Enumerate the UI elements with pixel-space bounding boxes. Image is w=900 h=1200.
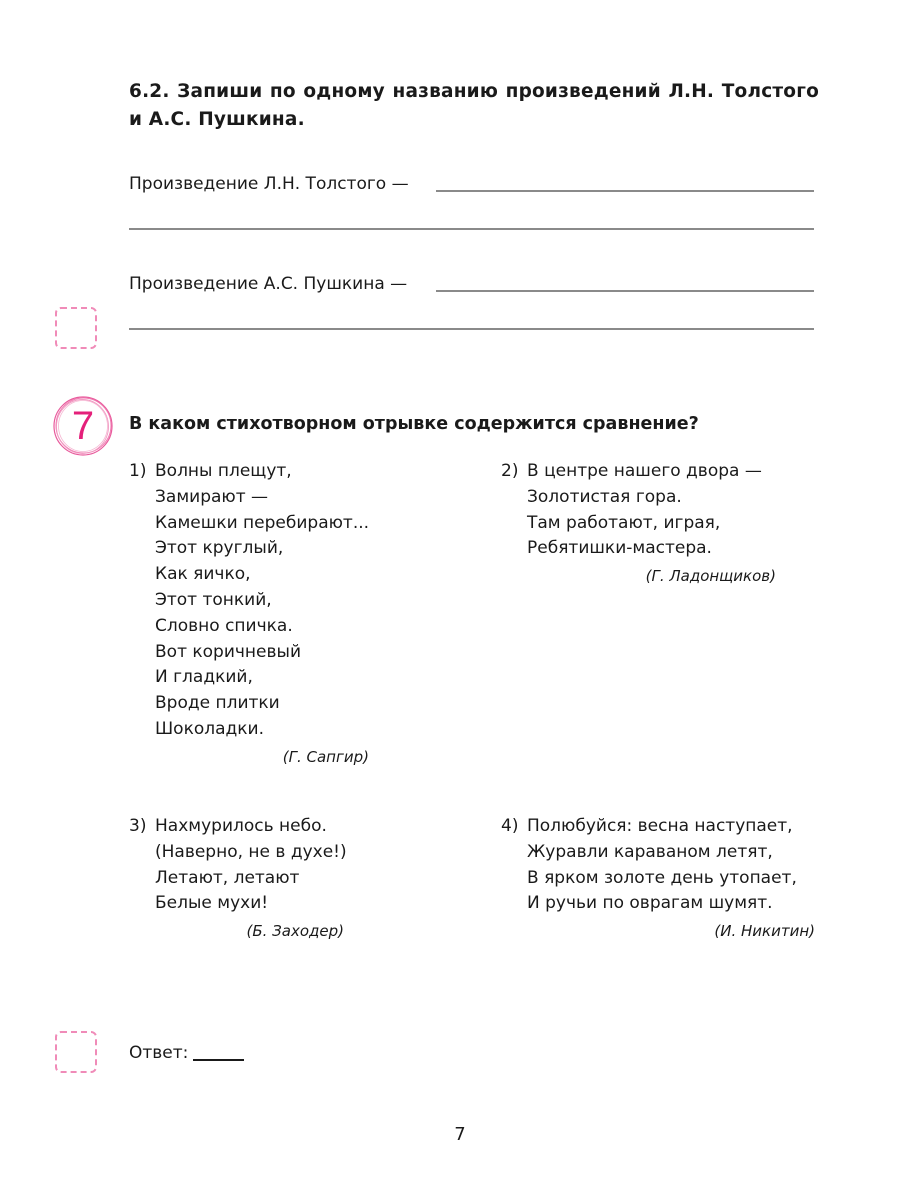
poem-line: Летают, летают bbox=[155, 867, 300, 888]
answer-label: Ответ: bbox=[129, 1043, 189, 1063]
score-checkbox-6-2[interactable] bbox=[55, 307, 97, 349]
score-checkbox-7[interactable] bbox=[55, 1031, 97, 1073]
option-number: 2) bbox=[501, 461, 519, 481]
poem-line: Словно спичка. bbox=[155, 615, 293, 636]
pushkin-answer-line-2[interactable] bbox=[129, 328, 814, 330]
tolstoy-answer-line-2[interactable] bbox=[129, 228, 814, 230]
poem-line: Нахмурилось небо. bbox=[155, 816, 327, 836]
poem-option-2 bbox=[501, 459, 776, 588]
poem-line: Вот коричневый bbox=[155, 641, 301, 662]
poem-line: И гладкий, bbox=[155, 667, 253, 688]
answer-input-line[interactable] bbox=[193, 1059, 244, 1061]
poem-line: (Наверно, не в духе!) bbox=[155, 841, 347, 862]
tolstoy-answer-line-1[interactable] bbox=[436, 190, 814, 192]
poem-line: Волны плещут, bbox=[155, 461, 292, 481]
poem-author: (Г. Ладонщиков) bbox=[645, 567, 776, 586]
poem-line: В центре нашего двора — bbox=[527, 461, 762, 481]
task-number: 7 bbox=[71, 404, 95, 448]
pushkin-answer-line-1[interactable] bbox=[436, 290, 814, 292]
poem-author: (Г. Сапгир) bbox=[282, 747, 369, 766]
task-number-badge bbox=[52, 395, 114, 457]
option-number: 3) bbox=[129, 816, 147, 836]
poem-line: Белые мухи! bbox=[155, 893, 269, 914]
poem-line: Журавли караваном летят, bbox=[527, 841, 773, 862]
poem-author: (Б. Заходер) bbox=[246, 922, 344, 941]
poem-option-3 bbox=[129, 814, 347, 943]
poem-line: Замирают — bbox=[155, 486, 269, 507]
poem-line: Вроде плитки bbox=[155, 693, 280, 714]
tolstoy-field-label: Произведение Л.Н. Толстого — bbox=[129, 174, 409, 194]
poem-option-1 bbox=[129, 459, 369, 769]
poem-line: В ярком золоте день утопает, bbox=[527, 867, 797, 888]
option-number: 4) bbox=[501, 816, 519, 836]
poem-author: (И. Никитин) bbox=[714, 922, 815, 941]
page-number: 7 bbox=[454, 1124, 466, 1145]
poem-line: Этот круглый, bbox=[155, 538, 284, 559]
poem-line: Полюбуйся: весна наступает, bbox=[527, 816, 793, 836]
poem-line: Золотистая гора. bbox=[527, 486, 682, 507]
pushkin-field-label: Произведение А.С. Пушкина — bbox=[129, 274, 408, 294]
poem-line: Там работают, играя, bbox=[527, 512, 721, 533]
poem-line: Камешки перебирают... bbox=[155, 512, 370, 533]
poem-option-4 bbox=[501, 814, 815, 943]
option-number: 1) bbox=[129, 461, 147, 481]
poem-line: Этот тонкий, bbox=[155, 589, 272, 610]
poem-line: Ребятишки-мастера. bbox=[527, 538, 712, 559]
poem-line: Как яичко, bbox=[155, 564, 251, 585]
poem-line: И ручьи по оврагам шумят. bbox=[527, 893, 773, 914]
task-6-2-title: 6.2. Запиши по одному названию произведений Л.Н. Толстого и А.С. Пушкина. bbox=[129, 81, 819, 130]
task-7-question: В каком стихотворном отрывке содержится сравнение? bbox=[129, 414, 699, 434]
poem-line: Шоколадки. bbox=[155, 718, 265, 739]
